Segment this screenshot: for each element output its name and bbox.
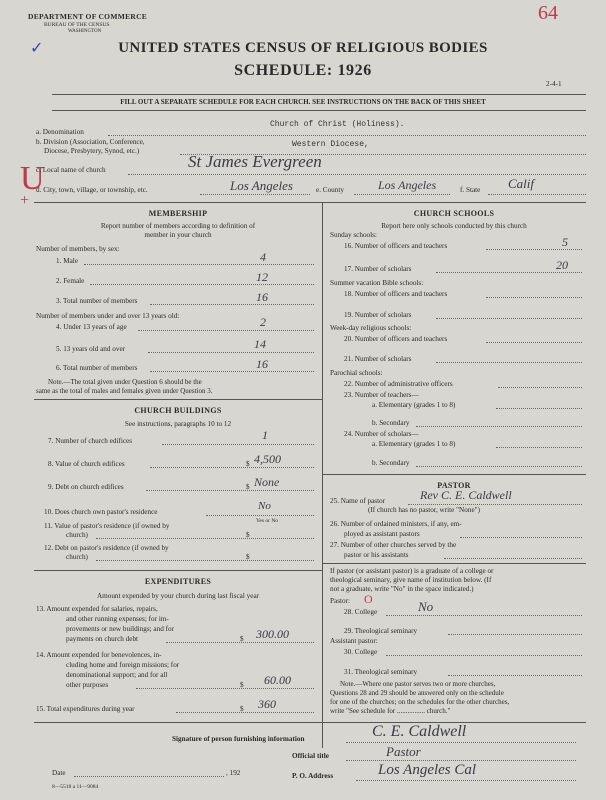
q24a-label: a. Elementary (grades 1 to 8): [372, 440, 456, 448]
q7-label: 7. Number of church edifices: [48, 437, 133, 445]
church-name-value: St James Evergreen: [188, 152, 322, 171]
q13-label-1: 13. Amount expended for salaries, repairs,: [36, 605, 158, 613]
q24b-label: b. Secondary: [372, 459, 410, 467]
q6-label: 6. Total number of members: [56, 364, 138, 372]
q18-label: 18. Number of officers and teachers: [344, 290, 448, 298]
q2-value: 12: [256, 270, 268, 284]
pastor-note-1: Note.—Where one pastor serves two or more churches,: [340, 680, 496, 688]
q10-value: No: [258, 500, 271, 512]
q9-value: None: [254, 475, 280, 489]
q9-label: 9. Debt on church edifices: [48, 483, 124, 491]
membership-title: MEMBERSHIP: [148, 209, 208, 218]
q17-value: 20: [556, 258, 568, 272]
official-title-label: Official title: [292, 752, 329, 760]
schools-intro: Report here only schools conducted by this church: [381, 222, 527, 230]
graduate-note-1: If pastor (or assistant pastor) is a graduate of a college or: [330, 567, 494, 575]
buildings-title: CHURCH BUILDINGS: [134, 406, 222, 415]
q25-value: Rev C. E. Caldwell: [420, 488, 512, 502]
buildings-intro: See instructions, paragraphs 10 to 12: [124, 420, 232, 428]
margin-mark-plus: +: [20, 192, 30, 209]
state-label: f. State: [460, 186, 481, 194]
margin-mark-u: U: [20, 160, 45, 197]
graduate-note-3: not a graduate, write "No" in the space indicated.): [330, 585, 474, 593]
members-by-age-label: Number of members under and over 13 years old:: [36, 312, 180, 320]
q28-label: 28. College: [344, 608, 378, 616]
form-code: 2-4-1: [546, 80, 562, 88]
q14-label-4: other purposes: [66, 681, 109, 689]
q3-label: 3. Total number of members: [56, 297, 138, 305]
q19-label: 19. Number of scholars: [344, 311, 412, 319]
city-label: WASHINGTON: [68, 29, 102, 34]
q4-value: 2: [260, 315, 266, 329]
q13-value: 300.00: [256, 627, 289, 641]
city-town-value: Los Angeles: [230, 178, 293, 193]
q8-value: 4,500: [254, 452, 281, 466]
q23a-label: a. Elementary (grades 1 to 8): [372, 401, 456, 409]
q12-label-2: church): [66, 553, 88, 561]
q25-note: (If church has no pastor, write "None"): [368, 506, 480, 514]
q7-value: 1: [262, 428, 268, 442]
q14-label-3: denominational support; and for all: [66, 671, 168, 679]
bureau-label: BUREAU OF THE CENSUS: [44, 22, 110, 28]
membership-note-2: same as the total of males and females given under Question 3.: [36, 387, 213, 395]
q28-value: No: [418, 599, 434, 614]
q4-label: 4. Under 13 years of age: [56, 323, 127, 331]
pastor-note-2: Questions 28 and 29 should be answered only on the schedule: [330, 689, 504, 697]
q1-value: 4: [260, 250, 266, 264]
q12-label-1: 12. Debt on pastor's residence (if owned by: [44, 544, 169, 552]
graduate-note-2: theological seminary, give name of institution below. (If: [330, 576, 492, 584]
q11-dollar: $: [246, 531, 250, 539]
q13-label-4: payments on church debt: [66, 635, 139, 643]
membership-intro-1: Report number of members according to definition of: [100, 222, 256, 230]
denomination-value: Church of Christ (Holiness).: [270, 120, 405, 129]
denomination-label: a. Denomination: [36, 128, 84, 136]
q8-label: 8. Value of church edifices: [48, 460, 125, 468]
q6-value: 16: [256, 357, 268, 371]
q8-dollar: $: [246, 460, 250, 468]
q13-dollar: $: [240, 635, 244, 643]
division-value: Western Diocese,: [292, 140, 369, 149]
q1-label: 1. Male: [56, 257, 78, 265]
membership-intro-2: member in your church: [144, 231, 212, 239]
q26-label-2: ployed as assistant pastors: [344, 530, 420, 538]
q16-value: 5: [562, 235, 568, 249]
members-by-sex-label: Number of members, by sex:: [36, 245, 120, 253]
q14-dollar: $: [240, 681, 244, 689]
q15-label: 15. Total expenditures during year: [36, 705, 135, 713]
q14-label-2: cluding home and foreign missions; for: [66, 661, 180, 669]
q25-label: 25. Name of pastor: [330, 497, 386, 505]
q15-dollar: $: [240, 705, 244, 713]
state-value: Calif: [508, 176, 535, 191]
signature-value: C. E. Caldwell: [372, 723, 467, 740]
pastor-note-4: write "See schedule for ................ church.": [330, 707, 451, 715]
yes-or-no-hint: Yes or No: [256, 518, 279, 524]
q16-label: 16. Number of officers and teachers: [344, 242, 448, 250]
date-label: Date: [52, 769, 66, 777]
q9-dollar: $: [246, 483, 250, 491]
q14-value: 60.00: [264, 673, 291, 687]
q26-label-1: 26. Number of ordained ministers, if any, em-: [330, 520, 462, 528]
weekday-schools-label: Week-day religious schools:: [330, 324, 412, 332]
city-town-label: d. City, town, village, or township, etc.: [36, 186, 148, 194]
county-label: e. County: [316, 186, 344, 194]
county-value: Los Angeles: [378, 178, 437, 192]
q11-label-1: 11. Value of pastor's residence (if owned by: [44, 522, 170, 530]
page-number-handwritten: 64: [538, 2, 558, 24]
po-address-value: Los Angeles Cal: [378, 762, 477, 778]
expenditures-intro: Amount expended by your church during last fiscal year: [96, 592, 260, 600]
q15-value: 360: [258, 697, 276, 711]
q23b-label: b. Secondary: [372, 419, 410, 427]
pastor-title: PASTOR: [437, 481, 471, 490]
q13-label-2: and other running expenses; for im-: [66, 615, 169, 623]
q30-label: 30. College: [344, 648, 378, 656]
expenditures-title: EXPENDITURES: [144, 577, 212, 586]
department-label: DEPARTMENT OF COMMERCE: [28, 12, 148, 21]
form-number: 8—5518 a 11—9084: [52, 784, 99, 790]
church-name-label: c. Local name of church: [36, 166, 106, 174]
q27-label-1: 27. Number of other churches served by the: [330, 541, 457, 549]
q11-label-2: church): [66, 531, 88, 539]
q22-label: 22. Number of administrative officers: [344, 380, 453, 388]
sunday-schools-label: Sunday schools:: [330, 231, 377, 239]
instruction-line: FILL OUT A SEPARATE SCHEDULE FOR EACH CHURCH. SEE INSTRUCTIONS ON THE BACK OF THIS SHEET: [120, 98, 486, 106]
q12-dollar: $: [246, 553, 250, 561]
q10-label: 10. Does church own pastor's residence: [44, 508, 158, 516]
signature-label: Signature of person furnishing information: [172, 735, 305, 743]
check-mark-margin: ✓: [30, 40, 44, 57]
division-label-2: Diocese, Presbytery, Synod, etc.): [44, 147, 140, 155]
q5-value: 14: [254, 337, 266, 351]
schools-title: CHURCH SCHOOLS: [413, 209, 495, 218]
pastor-note-3: for one of the churches; on the schedules for the other churches,: [330, 698, 510, 706]
q13-label-3: provements or new buildings; and for: [66, 625, 174, 633]
q20-label: 20. Number of officers and teachers: [344, 335, 448, 343]
q17-label: 17. Number of scholars: [344, 265, 412, 273]
q31-label: 31. Theological seminary: [344, 668, 418, 676]
form-subtitle: SCHEDULE: 1926: [234, 62, 372, 79]
date-year: , 192: [226, 769, 241, 777]
q5-label: 5. 13 years old and over: [56, 345, 126, 353]
q21-label: 21. Number of scholars: [344, 355, 412, 363]
q24-label: 24. Number of scholars—: [344, 430, 419, 438]
summer-schools-label: Summer vacation Bible schools:: [330, 279, 424, 287]
po-address-label: P. O. Address: [292, 772, 334, 780]
parochial-schools-label: Parochial schools:: [330, 369, 383, 377]
q3-value: 16: [256, 290, 268, 304]
division-label-1: b. Division (Association, Conference,: [36, 138, 145, 146]
q23-label: 23. Number of teachers—: [344, 391, 419, 399]
membership-note-1: Note.—The total given under Question 6 should be the: [48, 378, 202, 386]
pastor-label: Pastor:: [330, 597, 350, 605]
q14-label-1: 14. Amount expended for benevolences, in-: [36, 651, 162, 659]
official-title-value: Pastor: [386, 744, 421, 759]
form-title: UNITED STATES CENSUS OF RELIGIOUS BODIES: [118, 40, 488, 56]
pastor-red-mark: O: [364, 592, 373, 606]
assistant-pastor-label: Assistant pastor:: [330, 637, 378, 645]
q29-label: 29. Theological seminary: [344, 627, 418, 635]
q27-label-2: pastor or his assistants: [344, 551, 409, 559]
q2-label: 2. Female: [56, 277, 85, 285]
